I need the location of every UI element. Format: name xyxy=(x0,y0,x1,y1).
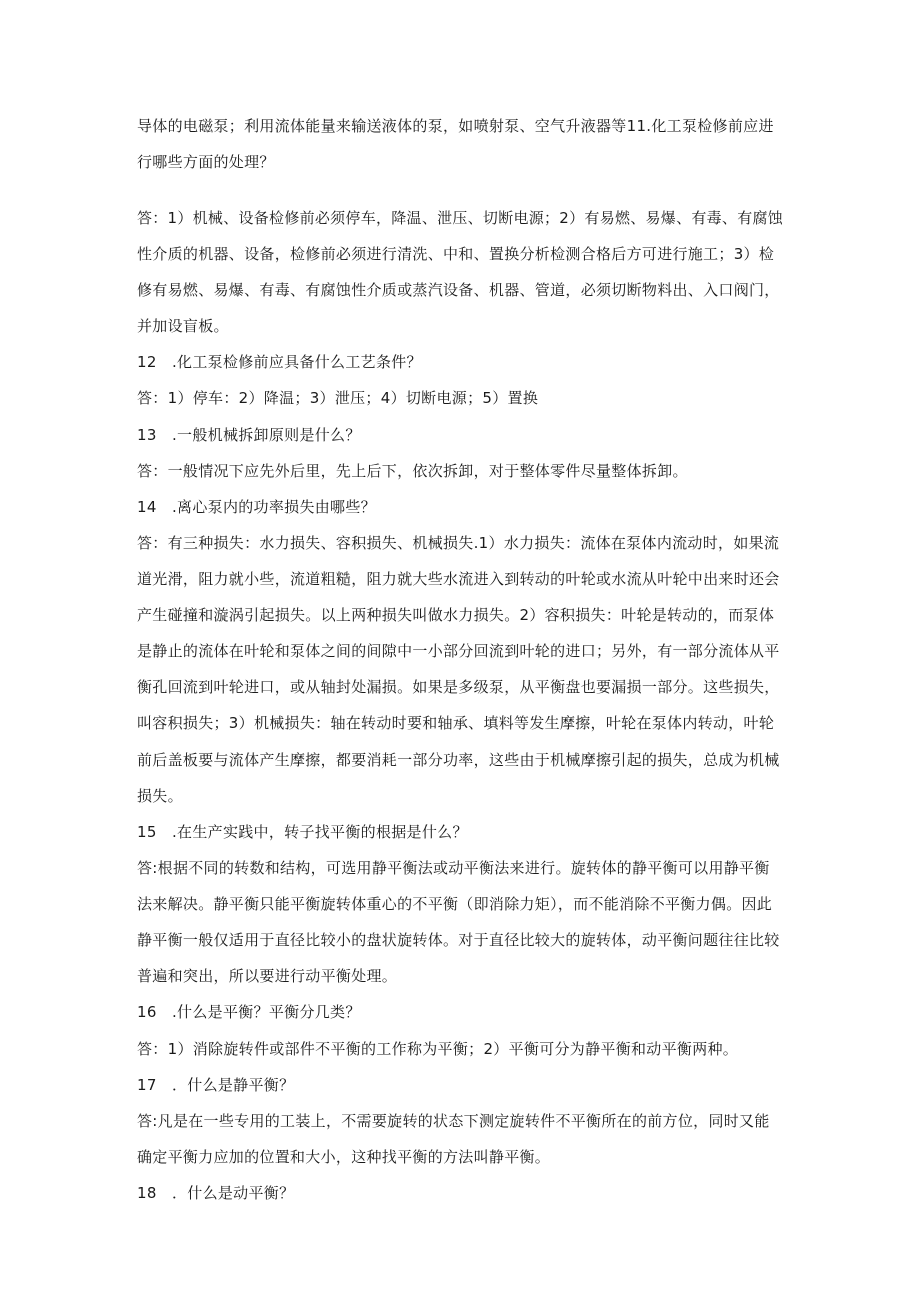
answer-line: 静平衡一般仅适用于直径比较小的盘状旋转体。对于直径比较大的旋转体，动平衡问题往往比较 xyxy=(137,931,780,949)
answer-line: 答：1）机械、设备检修前必须停车，降温、泄压、切断电源；2）有易燃、易爆、有毒、有腐蚀 xyxy=(137,209,784,227)
question-heading: 16 .什么是平衡？平衡分几类？ xyxy=(137,1003,361,1021)
answer-line: 普遍和突出，所以要进行动平衡处理。 xyxy=(137,967,398,985)
answer-line: 叫容积损失；3）机械损失：轴在转动时要和轴承、填料等发生摩擦，叶轮在泵体内转动，叶轮 xyxy=(137,714,775,732)
question-heading: 17 ．什么是静平衡？ xyxy=(137,1076,295,1094)
answer-line: 法来解决。静平衡只能平衡旋转体重心的不平衡（即消除力矩），而不能消除不平衡力偶。因此 xyxy=(137,895,773,913)
question-heading: 13 .一般机械拆卸原则是什么？ xyxy=(137,426,361,444)
answer-line: 道光滑，阻力就小些，流道粗糙，阻力就大些水流进入到转动的叶轮或水流从叶轮中出来时还会 xyxy=(137,570,780,588)
answer-line: 答：1）消除旋转件或部件不平衡的工作称为平衡；2）平衡可分为静平衡和动平衡两种。 xyxy=(137,1040,739,1058)
answer-line: 性介质的机器、设备，检修前必须进行清洗、中和、置换分析检测合格后方可进行施工；3）检 xyxy=(137,245,775,263)
text-line: 导体的电磁泵；利用流体能量来输送液体的泵，如喷射泵、空气升液器等11.化工泵检修前应进 xyxy=(137,117,774,135)
answer-line: 确定平衡力应加的位置和大小，这种找平衡的方法叫静平衡。 xyxy=(137,1148,551,1166)
answer-line: 答：有三种损失：水力损失、容积损失、机械损失.1）水力损失：流体在泵体内流动时，如果流 xyxy=(137,534,780,552)
answer-line: 修有易燃、易爆、有毒、有腐蚀性介质或蒸汽设备、机器、管道，必须切断物料出、入口阀门， xyxy=(137,281,780,299)
question-heading: 12 .化工泵检修前应具备什么工艺条件？ xyxy=(137,353,422,371)
answer-line: 损失。 xyxy=(137,787,183,805)
question-heading: 14 .离心泵内的功率损失由哪些？ xyxy=(137,498,376,516)
answer-line: 答:凡是在一些专用的工装上，不需要旋转的状态下测定旋转件不平衡所在的前方位，同时又能 xyxy=(137,1112,770,1130)
text-line: 行哪些方面的处理？ xyxy=(137,153,275,171)
answer-line: 答：一般情况下应先外后里，先上后下，依次拆卸，对于整体零件尽量整体拆卸。 xyxy=(137,462,688,480)
answer-line: 前后盖板要与流体产生摩擦，都要消耗一部分功率，这些由于机械摩擦引起的损失，总成为机械 xyxy=(137,751,780,769)
answer-line: 是静止的流体在叶轮和泵体之间的间隙中一小部分回流到叶轮的进口；另外，有一部分流体从平 xyxy=(137,642,780,660)
question-heading: 18 ．什么是动平衡？ xyxy=(137,1184,295,1202)
answer-line: 答：1）停车：2）降温；3）泄压；4）切断电源；5）置换 xyxy=(137,389,539,407)
answer-line: 衡孔回流到叶轮进口，或从轴封处漏损。如果是多级泵，从平衡盘也要漏损一部分。这些损失， xyxy=(137,678,780,696)
answer-line: 并加设盲板。 xyxy=(137,317,229,335)
answer-line: 产生碰撞和漩涡引起损失。以上两种损失叫做水力损失。2）容积损失：叶轮是转动的，而泵体 xyxy=(137,606,775,624)
question-heading: 15 .在生产实践中，转子找平衡的根据是什么？ xyxy=(137,823,468,841)
answer-line: 答:根据不同的转数和结构，可选用静平衡法或动平衡法来进行。旋转体的静平衡可以用静平衡 xyxy=(137,859,770,877)
